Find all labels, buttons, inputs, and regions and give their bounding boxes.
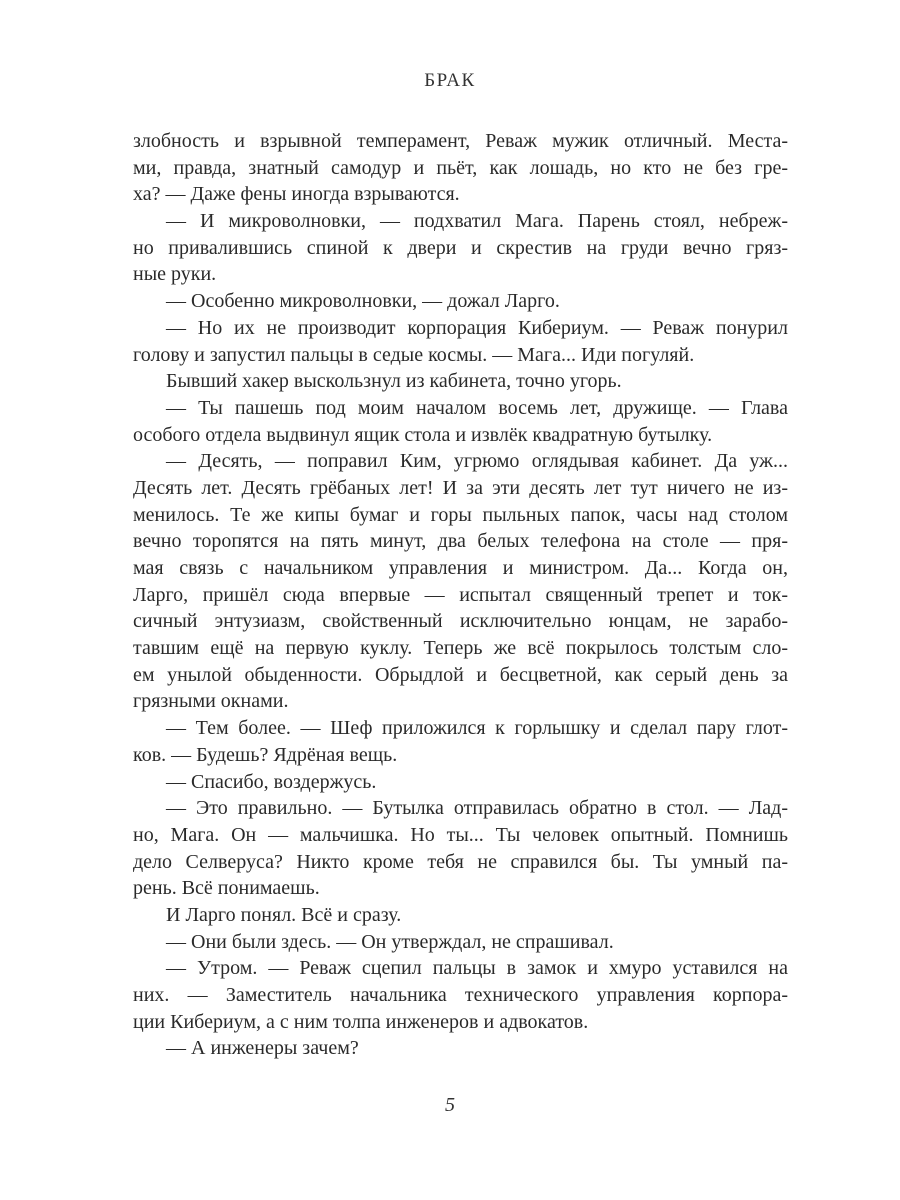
text-line: дело Селверуса? Никто кроме тебя не справился бы. Ты умный па-	[133, 850, 788, 873]
text-line: — Они были здесь. — Он утверждал, не спрашивал.	[166, 930, 614, 953]
text-line: голову и запустил пальцы в седые космы. — Мага... Иди погуляй.	[133, 343, 695, 366]
text-line: — Утром. — Реваж сцепил пальцы в замок и хмуро уставился на	[166, 957, 788, 980]
text-line: вечно торопятся на пять минут, два белых телефона на столе — пря-	[133, 530, 788, 553]
text-line: И Ларго понял. Всё и сразу.	[166, 903, 402, 926]
text-line: ные руки.	[133, 263, 217, 286]
text-line: — Ты пашешь под моим началом восемь лет, дружище. — Глава	[166, 396, 788, 419]
text-line: Бывший хакер выскользнул из кабинета, точно угорь.	[166, 370, 622, 393]
text-line: — Особенно микроволновки, — дожал Ларго.	[166, 290, 560, 313]
text-line: ции Кибериум, а с ним толпа инженеров и адвокатов.	[133, 1010, 589, 1033]
text-line: но, Мага. Он — мальчишка. Но ты... Ты человек опытный. Помнишь	[133, 823, 788, 846]
text-line: — Это правильно. — Бутылка отправилась обратно в стол. — Лад-	[166, 797, 788, 820]
text-line: тавшим ещё на первую куклу. Теперь же всё покрылось толстым сло-	[133, 637, 788, 660]
text-line: грязными окнами.	[133, 690, 289, 713]
text-line: ков. — Будешь? Ядрёная вещь.	[133, 743, 398, 766]
text-line: них. — Заместитель начальника технического управления корпора-	[133, 984, 788, 1006]
text-line: менилось. Те же кипы бумаг и горы пыльных папок, часы над столом	[133, 503, 788, 526]
text-line: — А инженеры зачем?	[166, 1037, 359, 1060]
text-line: особого отдела выдвинул ящик стола и извлёк квадратную бутылку.	[133, 423, 713, 446]
page-number: 5	[445, 1094, 455, 1116]
text-line: ем унылой обыденности. Обрыдлой и бесцветной, как серый день за	[133, 663, 788, 686]
text-line: ми, правда, знатный самодур и пьёт, как лошадь, но кто не без гре-	[133, 156, 788, 179]
text-line: Ларго, пришёл сюда впервые — испытал священный трепет и ток-	[133, 583, 788, 606]
text-line: но привалившись спиной к двери и скрестив на груди вечно гряз-	[133, 236, 788, 259]
text-line: ха? — Даже фены иногда взрываются.	[133, 183, 460, 206]
text-line: сичный энтузиазм, свойственный исключительно юнцам, не зарабо-	[133, 610, 788, 633]
text-line: — Спасибо, воздержусь.	[166, 770, 377, 793]
text-line: — И микроволновки, — подхватил Мага. Парень стоял, небреж-	[166, 210, 788, 233]
text-line: рень. Всё понимаешь.	[133, 877, 320, 900]
text-line: — Но их не производит корпорация Кибериум. — Реваж понурил	[166, 316, 788, 339]
text-line: — Тем более. — Шеф приложился к горлышку и сделал пару глот-	[166, 717, 788, 740]
text-line: — Десять, — поправил Ким, угрюмо оглядывая кабинет. Да уж...	[166, 450, 788, 473]
text-line: Десять лет. Десять грёбаных лет! И за эти десять лет тут ничего не из-	[133, 476, 788, 499]
running-header: БРАК	[424, 70, 476, 91]
text-line: злобность и взрывной темперамент, Реваж мужик отличный. Места-	[133, 130, 788, 152]
text-line: мая связь с начальником управления и министром. Да... Когда он,	[133, 557, 788, 579]
page-body-text	[133, 128, 788, 1062]
